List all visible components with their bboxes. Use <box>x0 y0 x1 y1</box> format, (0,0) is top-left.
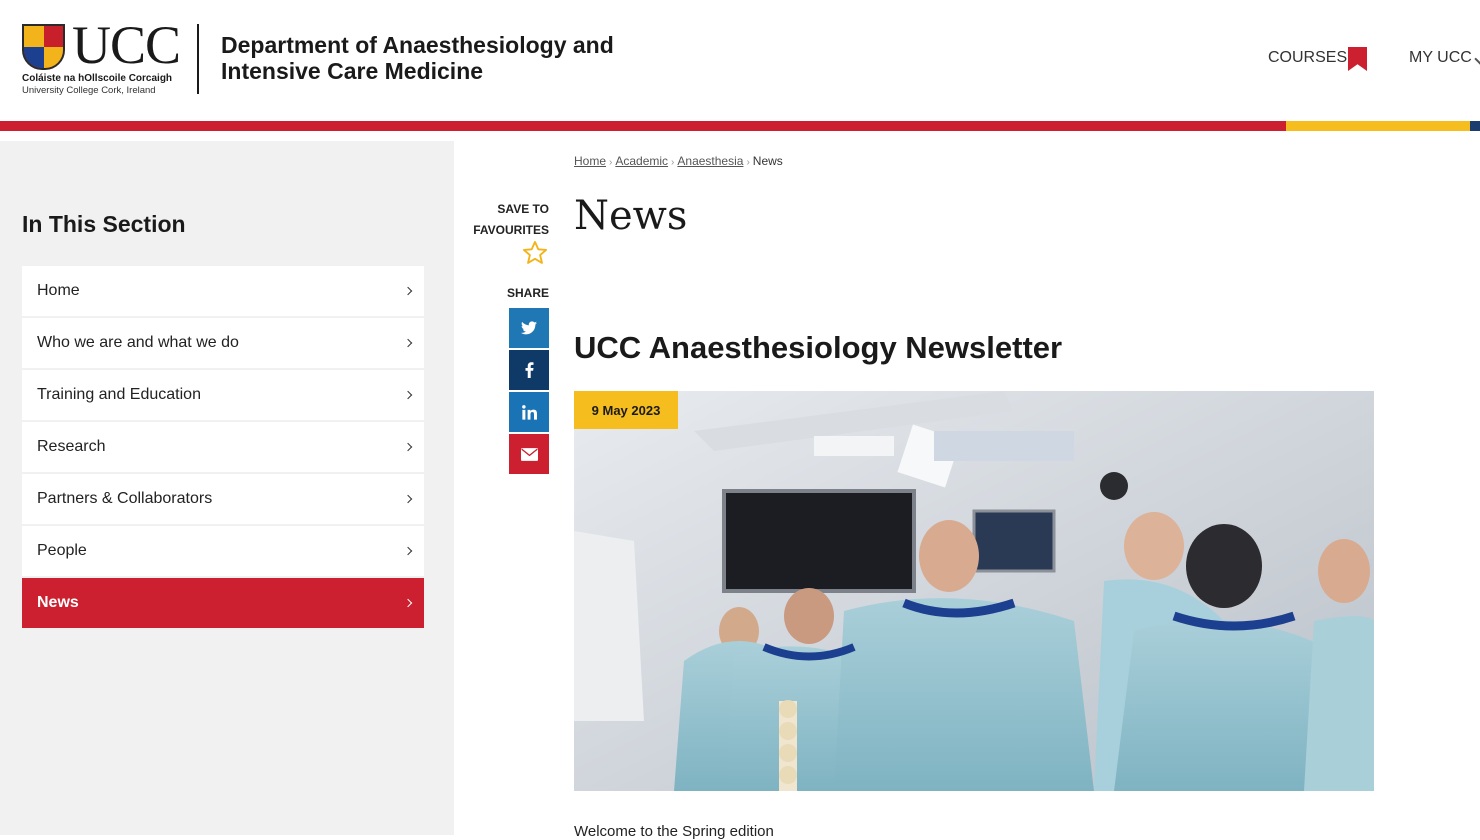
breadcrumb-link-home[interactable]: Home <box>574 154 607 168</box>
page-title: News <box>574 193 688 239</box>
chevron-right-icon <box>404 391 412 399</box>
facebook-icon <box>525 362 534 378</box>
sidebar-item-label: Training and Education <box>37 386 201 403</box>
sidebar-item-label: Who we are and what we do <box>37 334 239 351</box>
bookmark-icon[interactable] <box>1348 47 1367 71</box>
hero-photo <box>574 391 1374 791</box>
sidebar-item-partners[interactable] <box>22 474 424 524</box>
twitter-icon <box>521 321 537 335</box>
nav-courses-link[interactable]: COURSES <box>1268 49 1348 66</box>
site-header <box>0 0 1480 121</box>
article-date-badge: 9 May 2023 <box>574 391 678 429</box>
sidebar-item-label: People <box>37 542 87 559</box>
logo-wordmark: UCC <box>72 15 181 75</box>
sidebar-item-home[interactable] <box>22 266 424 316</box>
chevron-down-icon[interactable] <box>1474 53 1480 64</box>
sidebar-item-research[interactable] <box>22 422 424 472</box>
sidebar-item-who-we-are[interactable] <box>22 318 424 368</box>
breadcrumb-current: News <box>752 154 783 168</box>
article-hero-image[interactable] <box>574 391 1374 791</box>
chevron-right-icon <box>404 287 412 295</box>
section-sidebar <box>0 141 454 835</box>
brand-bar-red <box>0 121 1286 131</box>
chevron-right-icon <box>404 443 412 451</box>
breadcrumb-separator-icon: › <box>609 157 613 168</box>
share-twitter-button[interactable] <box>509 308 549 348</box>
logo-english-name: University College Cork, Ireland <box>22 85 156 96</box>
sidebar-item-label: Home <box>37 282 80 299</box>
brand-bar-blue <box>1470 121 1480 131</box>
sidebar-item-people[interactable] <box>22 526 424 576</box>
save-to-favourites-label[interactable]: SAVE TO FAVOURITES <box>473 202 549 237</box>
nav-my-ucc-link[interactable]: MY UCC <box>1409 49 1472 66</box>
brand-bar-yellow <box>1286 121 1470 131</box>
sidebar-item-news[interactable] <box>22 578 424 628</box>
crest-icon <box>22 24 65 70</box>
sidebar-item-label: Partners & Collaborators <box>37 490 213 507</box>
breadcrumb <box>574 154 783 168</box>
chevron-right-icon <box>404 547 412 555</box>
header-divider <box>197 24 199 94</box>
breadcrumb-separator-icon: › <box>671 157 675 168</box>
email-icon <box>521 448 538 461</box>
linkedin-icon <box>522 405 537 420</box>
sidebar-item-training[interactable] <box>22 370 424 420</box>
article-title[interactable]: UCC Anaesthesiology Newsletter <box>574 330 1063 365</box>
chevron-right-icon <box>404 495 412 503</box>
department-title[interactable]: Department of Anaesthesiology and Intensive Care Medicine <box>221 32 614 84</box>
star-icon[interactable] <box>521 239 549 267</box>
share-linkedin-button[interactable] <box>509 392 549 432</box>
sidebar-item-label: News <box>37 594 79 611</box>
share-email-button[interactable] <box>509 434 549 474</box>
chevron-right-icon <box>404 339 412 347</box>
breadcrumb-link-anaesthesia[interactable]: Anaesthesia <box>677 154 744 168</box>
share-facebook-button[interactable] <box>509 350 549 390</box>
share-label: SHARE <box>506 286 549 300</box>
chevron-right-icon <box>404 599 412 607</box>
sidebar-item-label: Research <box>37 438 106 455</box>
ucc-logo[interactable] <box>22 15 181 98</box>
breadcrumb-separator-icon: › <box>746 157 750 168</box>
breadcrumb-link-academic[interactable]: Academic <box>615 154 669 168</box>
sidebar-nav <box>22 266 424 630</box>
brand-color-bar <box>0 121 1480 131</box>
article-intro-text: Welcome to the Spring edition <box>574 823 774 840</box>
sidebar-heading: In This Section <box>22 211 186 237</box>
logo-irish-name: Coláiste na hOllscoile Corcaigh <box>22 73 173 84</box>
